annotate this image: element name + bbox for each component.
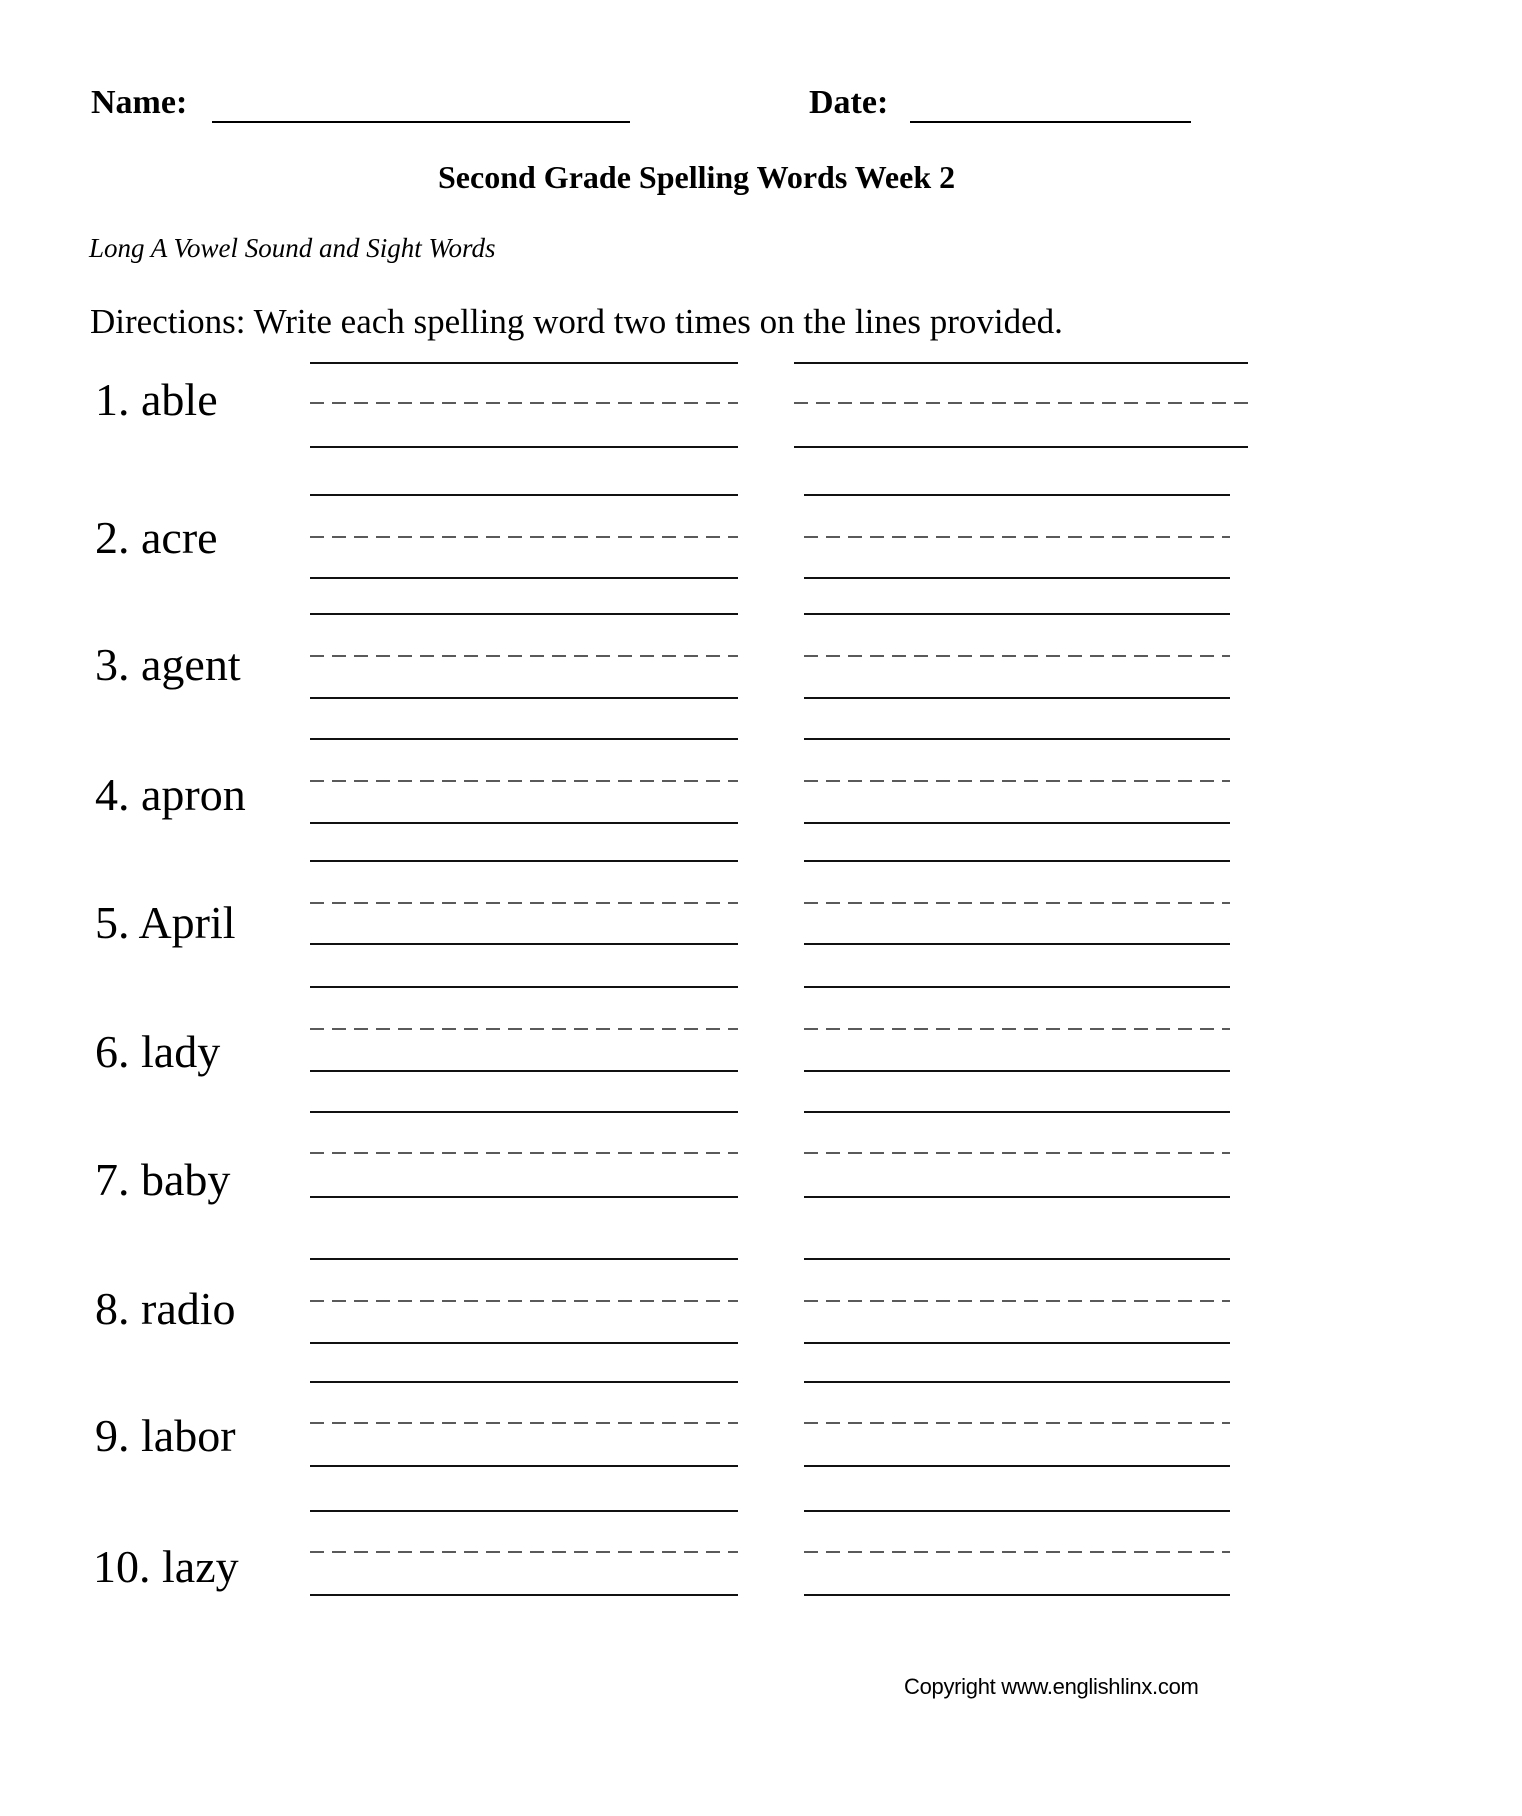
writing-line-midline: [310, 1300, 738, 1302]
writing-line-midline: [804, 1422, 1230, 1424]
directions-text: Directions: Write each spelling word two times on the lines provided.: [90, 302, 1063, 341]
writing-line-baseline[interactable]: [310, 446, 738, 448]
writing-line-baseline[interactable]: [310, 577, 738, 579]
writing-line-baseline[interactable]: [794, 446, 1248, 448]
writing-line-midline: [310, 402, 738, 404]
writing-line-midline: [310, 1152, 738, 1154]
writing-line-baseline[interactable]: [804, 577, 1230, 579]
writing-line-top[interactable]: [310, 1258, 738, 1260]
worksheet-title: Second Grade Spelling Words Week 2: [438, 159, 956, 195]
name-field[interactable]: [212, 121, 630, 123]
writing-line-top[interactable]: [310, 738, 738, 740]
writing-line-midline: [804, 902, 1230, 904]
word-label: 10. lazy: [93, 1541, 239, 1592]
writing-line-midline: [794, 402, 1248, 404]
writing-line-midline: [804, 1152, 1230, 1154]
date-field[interactable]: [910, 121, 1191, 123]
writing-line-top[interactable]: [804, 1510, 1230, 1512]
word-label: 3. agent: [95, 639, 241, 690]
writing-line-baseline[interactable]: [804, 1342, 1230, 1344]
writing-line-baseline[interactable]: [804, 1594, 1230, 1596]
writing-line-midline: [804, 780, 1230, 782]
writing-line-top[interactable]: [804, 860, 1230, 862]
writing-line-top[interactable]: [804, 613, 1230, 615]
writing-line-top[interactable]: [804, 986, 1230, 988]
writing-line-baseline[interactable]: [804, 697, 1230, 699]
writing-line-baseline[interactable]: [310, 1594, 738, 1596]
writing-line-baseline[interactable]: [804, 1196, 1230, 1198]
writing-line-midline: [804, 536, 1230, 538]
writing-line-baseline[interactable]: [804, 943, 1230, 945]
writing-line-midline: [804, 655, 1230, 657]
writing-line-baseline[interactable]: [804, 1070, 1230, 1072]
writing-line-baseline[interactable]: [804, 1465, 1230, 1467]
writing-line-baseline[interactable]: [310, 1196, 738, 1198]
writing-line-top[interactable]: [804, 1381, 1230, 1383]
writing-line-top[interactable]: [794, 362, 1248, 364]
writing-line-baseline[interactable]: [310, 943, 738, 945]
word-label: 8. radio: [95, 1283, 236, 1334]
writing-line-top[interactable]: [310, 986, 738, 988]
writing-line-top[interactable]: [804, 1111, 1230, 1113]
writing-line-top[interactable]: [310, 1510, 738, 1512]
writing-line-baseline[interactable]: [310, 822, 738, 824]
writing-line-midline: [310, 1551, 738, 1553]
writing-line-baseline[interactable]: [310, 697, 738, 699]
writing-line-top[interactable]: [310, 860, 738, 862]
writing-line-midline: [310, 536, 738, 538]
writing-line-midline: [804, 1028, 1230, 1030]
writing-line-top[interactable]: [310, 613, 738, 615]
writing-line-baseline[interactable]: [310, 1070, 738, 1072]
writing-line-midline: [804, 1300, 1230, 1302]
copyright-text: Copyright www.englishlinx.com: [904, 1674, 1199, 1699]
writing-line-midline: [310, 1028, 738, 1030]
word-label: 2. acre: [95, 512, 218, 563]
writing-line-midline: [310, 655, 738, 657]
word-label: 1. able: [95, 374, 218, 425]
writing-line-top[interactable]: [804, 494, 1230, 496]
writing-line-baseline[interactable]: [310, 1465, 738, 1467]
writing-line-midline: [804, 1551, 1230, 1553]
writing-line-top[interactable]: [310, 1111, 738, 1113]
word-label: 4. apron: [95, 769, 246, 820]
word-label: 7. baby: [95, 1154, 231, 1205]
writing-line-midline: [310, 902, 738, 904]
word-label: 6. lady: [95, 1026, 221, 1077]
writing-line-top[interactable]: [804, 1258, 1230, 1260]
date-label: Date:: [809, 84, 889, 121]
writing-line-midline: [310, 780, 738, 782]
word-label: 5. April: [95, 897, 236, 948]
writing-line-baseline[interactable]: [804, 822, 1230, 824]
writing-line-top[interactable]: [310, 494, 738, 496]
writing-line-top[interactable]: [804, 738, 1230, 740]
word-label: 9. labor: [95, 1410, 236, 1461]
writing-line-top[interactable]: [310, 362, 738, 364]
writing-line-baseline[interactable]: [310, 1342, 738, 1344]
writing-line-top[interactable]: [310, 1381, 738, 1383]
name-label: Name:: [91, 84, 188, 121]
worksheet-subtitle: Long A Vowel Sound and Sight Words: [89, 233, 496, 263]
writing-line-midline: [310, 1422, 738, 1424]
